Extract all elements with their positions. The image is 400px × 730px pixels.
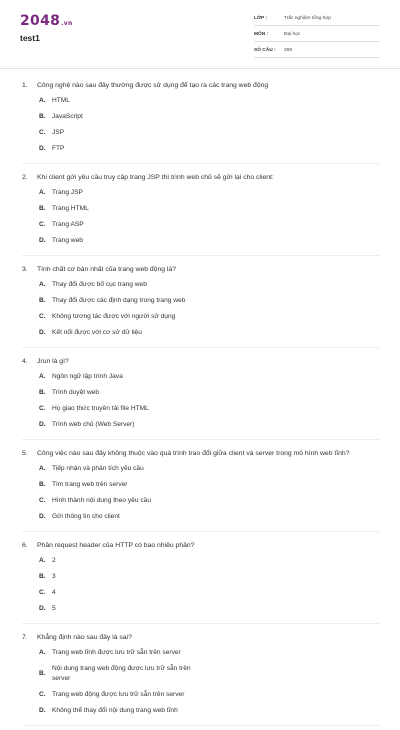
question-row [22, 76, 380, 91]
question-item [0, 260, 400, 348]
question-number: 1. [22, 82, 28, 89]
answer-option[interactable] [39, 220, 212, 230]
answer-letter: D. [39, 145, 46, 152]
answer-text: FTP [52, 145, 65, 152]
answer-text: Trình duyệt web [52, 389, 100, 396]
question-row [22, 352, 380, 367]
answer-option[interactable] [39, 464, 212, 474]
meta-value: 208 [284, 48, 293, 53]
answer-option[interactable] [39, 690, 212, 700]
answer-text: Tìm trang web trên server [52, 481, 128, 488]
answer-text: Trang JSP [52, 189, 83, 196]
question-number: 3. [22, 266, 28, 273]
answer-letter: C. [39, 497, 46, 504]
answer-text: Tiếp nhận và phân tích yêu cầu [52, 465, 144, 472]
answer-option[interactable] [39, 296, 212, 306]
question-item [0, 168, 400, 256]
answer-option[interactable] [39, 496, 212, 506]
answer-option[interactable] [39, 604, 212, 614]
answer-option[interactable] [39, 144, 212, 154]
answer-letter: D. [39, 329, 46, 336]
answer-text: JavaScript [52, 113, 83, 120]
answer-text: Trang HTML [52, 205, 89, 212]
answer-list [22, 372, 380, 436]
answer-option[interactable] [39, 512, 212, 522]
answer-letter: D. [39, 513, 46, 520]
answer-text: Trang ASP [52, 221, 84, 228]
answer-option[interactable] [39, 372, 212, 382]
answer-text: HTML [52, 97, 70, 104]
answer-letter: A. [39, 465, 46, 472]
answer-letter: A. [39, 373, 46, 380]
question-divider [22, 439, 380, 440]
question-divider [22, 347, 380, 348]
logo-suffix: .vn [61, 20, 73, 27]
answer-list [22, 464, 380, 528]
answer-letter: A. [39, 281, 46, 288]
question-item [0, 76, 400, 164]
answer-option[interactable] [39, 556, 212, 566]
answer-list [22, 280, 380, 344]
site-logo[interactable] [20, 13, 73, 29]
question-row [22, 260, 380, 275]
answer-text: Trang web tĩnh được lưu trữ sẵn trên server [52, 649, 181, 656]
answer-letter: B. [39, 389, 46, 396]
test-meta [254, 12, 380, 60]
answer-letter: B. [39, 113, 46, 120]
question-divider [22, 725, 380, 726]
question-item [0, 536, 400, 624]
answer-option[interactable] [39, 280, 212, 290]
answer-option[interactable] [39, 588, 212, 598]
question-item [0, 628, 400, 726]
question-text: Jrun là gì? [37, 358, 69, 365]
answer-option[interactable] [39, 188, 212, 198]
question-divider [22, 623, 380, 624]
answer-letter: D. [39, 605, 46, 612]
answer-letter: A. [39, 97, 46, 104]
answer-letter: A. [39, 557, 46, 564]
answer-text: Ngôn ngữ lập trình Java [52, 373, 123, 380]
answer-text: 5 [52, 605, 56, 612]
answer-list [22, 96, 380, 160]
question-text: Công việc nào sau đây không thuộc vào quá trình trao đổi giữa client và server trong mô hình web tĩnh? [37, 450, 350, 457]
answer-letter: B. [39, 205, 46, 212]
answer-option[interactable] [39, 648, 212, 658]
answer-text: Gửi thông tin cho client [52, 513, 120, 520]
answer-text: Trình web chủ (Web Server) [52, 421, 135, 428]
meta-key: LỚP : [254, 16, 268, 21]
question-text: Phần request header của HTTP có bao nhiêu phần? [37, 542, 195, 549]
question-row [22, 444, 380, 459]
question-item [0, 444, 400, 532]
header-divider [0, 68, 400, 69]
answer-letter: A. [39, 189, 46, 196]
answer-text: Thay đổi được các định dạng trong trang web [52, 297, 186, 304]
answer-text: Trang web động được lưu trữ sẵn trên server [52, 691, 185, 698]
meta-row-class [254, 12, 380, 26]
answer-letter: B. [39, 670, 46, 677]
answer-text: JSP [52, 129, 65, 136]
answer-option[interactable] [39, 664, 212, 684]
answer-option[interactable] [39, 572, 212, 582]
answer-list [22, 188, 380, 252]
answer-letter: C. [39, 589, 46, 596]
test-title: test1 [20, 33, 40, 43]
page-header [0, 0, 400, 66]
meta-value: Trắc nghiệm tổng hợp [284, 16, 331, 21]
meta-row-subject [254, 28, 380, 42]
answer-option[interactable] [39, 388, 212, 398]
answer-text: Họ giao thức truyền tải file HTML [52, 405, 149, 412]
answer-text: Nội dung trang web động được lưu trữ sẵn trên server [52, 665, 191, 682]
answer-letter: B. [39, 297, 46, 304]
answer-letter: D. [39, 237, 46, 244]
meta-key: SỐ CÂU : [254, 48, 276, 53]
answer-option[interactable] [39, 312, 212, 322]
question-row [22, 168, 380, 183]
answer-option[interactable] [39, 204, 212, 214]
logo-text: 2048 [20, 13, 61, 29]
answer-text: Trang web [52, 237, 83, 244]
answer-letter: A. [39, 649, 46, 656]
answer-letter: D. [39, 421, 46, 428]
answer-letter: C. [39, 313, 46, 320]
question-divider [22, 163, 380, 164]
answer-option[interactable] [39, 236, 212, 246]
answer-option[interactable] [39, 706, 212, 716]
answer-text: 4 [52, 589, 56, 596]
question-item [0, 352, 400, 440]
answer-text: Không thể thay đổi nội dung trang web tĩnh [52, 707, 178, 714]
answer-list [22, 648, 380, 722]
answer-text: 2 [52, 557, 56, 564]
meta-key: MÔN : [254, 32, 269, 37]
question-row [22, 628, 380, 643]
answer-option[interactable] [39, 112, 212, 122]
answer-list [22, 556, 380, 620]
question-text: Công nghệ nào sau đây thường được sử dụng để tạo ra các trang web động [37, 82, 269, 89]
answer-letter: C. [39, 129, 46, 136]
question-divider [22, 255, 380, 256]
answer-text: Thay đổi được bố cục trang web [52, 281, 147, 288]
answer-letter: C. [39, 691, 46, 698]
answer-letter: D. [39, 707, 46, 714]
question-text: Khi client gửi yêu cầu truy cập trang JSP thì trình web chủ sẽ gửi lại cho client: [37, 174, 274, 181]
answer-option[interactable] [39, 96, 212, 106]
meta-row-count [254, 44, 380, 58]
answer-text: Hình thành nội dung theo yêu cầu [52, 497, 151, 504]
answer-text: Kết nối được với cơ sở dữ liệu [52, 329, 142, 336]
question-number: 4. [22, 358, 28, 365]
answer-letter: B. [39, 573, 46, 580]
meta-value: Đại học [284, 32, 301, 37]
answer-option[interactable] [39, 328, 212, 338]
question-number: 7. [22, 634, 28, 641]
answer-text: 3 [52, 573, 56, 580]
answer-option[interactable] [39, 480, 212, 490]
answer-letter: C. [39, 221, 46, 228]
answer-letter: C. [39, 405, 46, 412]
answer-option[interactable] [39, 128, 212, 138]
question-text: Tính chất cơ bản nhất của trang web động là? [37, 266, 176, 273]
question-row [22, 536, 380, 551]
answer-option[interactable] [39, 420, 212, 430]
question-text: Khẳng định nào sau đây là sai? [37, 634, 132, 641]
answer-option[interactable] [39, 404, 212, 414]
answer-text: Không tương tác được với người sử dụng [52, 313, 176, 320]
answer-letter: B. [39, 481, 46, 488]
question-number: 2. [22, 174, 28, 181]
question-list [0, 76, 400, 730]
question-number: 5. [22, 450, 28, 457]
question-number: 6. [22, 542, 28, 549]
question-divider [22, 531, 380, 532]
